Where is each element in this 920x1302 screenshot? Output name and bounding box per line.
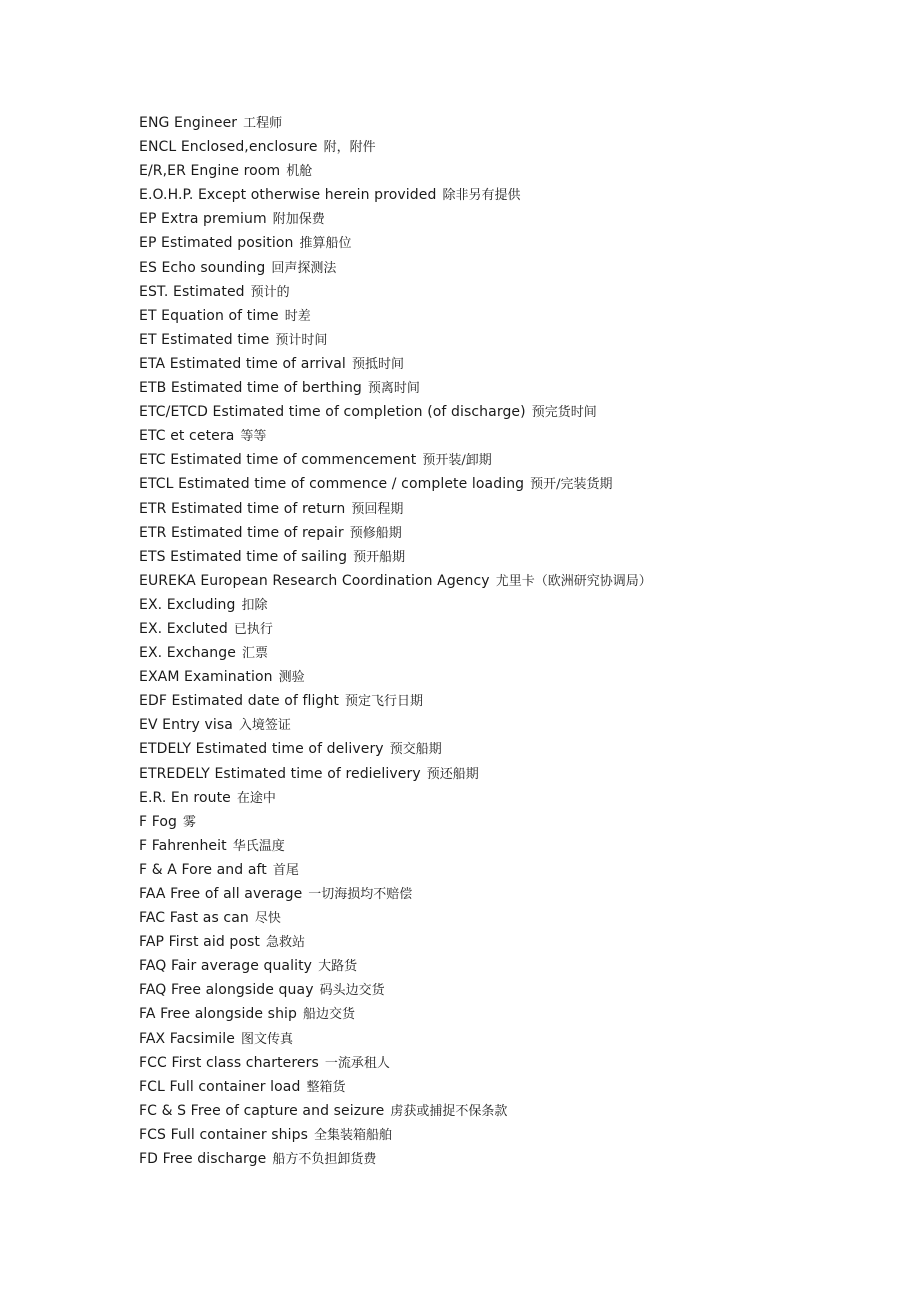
abbreviation-english: EX. Exchange <box>139 645 236 662</box>
list-item <box>139 641 652 665</box>
abbreviation-chinese: 工程师 <box>243 116 283 131</box>
list-item <box>139 521 652 545</box>
abbreviation-chinese: 虏获或捕捉不保条款 <box>390 1103 508 1119</box>
list-item <box>139 1147 652 1171</box>
abbreviation-chinese: 预开装/卸期 <box>422 453 492 469</box>
abbreviation-chinese: 预抵时间 <box>351 356 404 372</box>
list-item <box>139 159 652 183</box>
abbreviation-chinese: 预计的 <box>250 284 290 300</box>
abbreviation-english: FA Free alongside ship <box>139 1006 298 1023</box>
abbreviation-english: EP Extra premium <box>139 211 267 228</box>
abbreviation-english: ETR Estimated time of repair <box>139 524 344 541</box>
abbreviation-english: EXAM Examination <box>139 669 273 686</box>
list-item <box>139 400 652 424</box>
abbreviation-chinese: 预交船期 <box>389 742 442 758</box>
abbreviation-english: EV Entry visa <box>139 717 233 734</box>
abbreviation-english: ETC Estimated time of commencement <box>139 452 417 469</box>
list-item <box>139 1075 652 1099</box>
abbreviation-english: EDF Estimated date of flight <box>139 693 340 710</box>
abbreviation-english: EST. Estimated <box>139 283 245 300</box>
abbreviation-english: E.O.H.P. Except otherwise herein provided <box>139 187 437 204</box>
abbreviation-chinese: 机舱 <box>286 164 313 180</box>
abbreviation-chinese: 时差 <box>284 308 311 324</box>
abbreviation-english: ES Echo sounding <box>139 259 266 276</box>
abbreviation-list <box>139 111 652 1171</box>
abbreviation-chinese: 雾 <box>183 814 197 830</box>
abbreviation-chinese: 回声探测法 <box>271 260 337 276</box>
abbreviation-english: F & A Fore and aft <box>139 861 267 878</box>
list-item <box>139 713 652 737</box>
abbreviation-chinese: 一切海损均不赔偿 <box>308 887 413 902</box>
abbreviation-english: ETDELY Estimated time of delivery <box>139 741 384 758</box>
list-item <box>139 448 652 472</box>
abbreviation-chinese: 预离时间 <box>367 381 420 397</box>
list-item <box>139 304 652 328</box>
abbreviation-english: F Fog <box>139 813 178 830</box>
abbreviation-chinese: 在途中 <box>236 790 276 806</box>
abbreviation-chinese: 码头边交货 <box>319 983 385 999</box>
abbreviation-english: FAC Fast as can <box>139 910 249 927</box>
abbreviation-english: ENCL Enclosed,enclosure <box>139 139 318 156</box>
list-item <box>139 424 652 448</box>
abbreviation-chinese: 等等 <box>240 429 267 445</box>
list-item <box>139 593 652 617</box>
abbreviation-chinese: 预开/完装货期 <box>530 477 613 493</box>
list-item <box>139 1099 652 1123</box>
list-item <box>139 617 652 641</box>
abbreviation-chinese: 预修船期 <box>349 525 402 541</box>
list-item <box>139 834 652 858</box>
abbreviation-chinese: 全集装箱船舶 <box>313 1127 392 1143</box>
list-item <box>139 810 652 834</box>
abbreviation-chinese: 尤里卡（欧洲研究协调局） <box>495 573 652 589</box>
list-item <box>139 882 652 906</box>
abbreviation-english: ETC/ETCD Estimated time of completion (of discharge) <box>139 404 526 421</box>
abbreviation-english: FCS Full container ships <box>139 1126 308 1143</box>
abbreviation-chinese: 大路货 <box>318 959 358 975</box>
abbreviation-chinese: 整箱货 <box>306 1079 346 1095</box>
list-item <box>139 1002 652 1026</box>
abbreviation-chinese: 预定飞行日期 <box>345 694 424 710</box>
list-item <box>139 1123 652 1147</box>
abbreviation-english: FAQ Fair average quality <box>139 958 313 975</box>
list-item <box>139 111 652 135</box>
abbreviation-english: EP Estimated position <box>139 235 294 252</box>
abbreviation-chinese: 预开船期 <box>353 549 406 565</box>
abbreviation-english: ETS Estimated time of sailing <box>139 548 348 565</box>
list-item <box>139 954 652 978</box>
list-item <box>139 328 652 352</box>
list-item <box>139 930 652 954</box>
abbreviation-english: ETREDELY Estimated time of redielivery <box>139 765 421 782</box>
list-item <box>139 376 652 400</box>
list-item <box>139 280 652 304</box>
abbreviation-english: ETA Estimated time of arrival <box>139 355 346 372</box>
list-item <box>139 231 652 255</box>
abbreviation-chinese: 预完货时间 <box>531 405 597 421</box>
abbreviation-english: FC & S Free of capture and seizure <box>139 1102 385 1119</box>
abbreviation-chinese: 扣除 <box>241 597 268 613</box>
abbreviation-chinese: 已执行 <box>233 621 273 637</box>
abbreviation-english: FAX Facsimile <box>139 1030 235 1047</box>
list-item <box>139 497 652 521</box>
abbreviation-english: ETR Estimated time of return <box>139 500 346 517</box>
abbreviation-chinese: 推算船位 <box>299 236 352 252</box>
abbreviation-chinese: 预还船期 <box>426 766 479 782</box>
abbreviation-english: EUREKA European Research Coordination Agency <box>139 572 490 589</box>
list-item <box>139 906 652 930</box>
list-item <box>139 135 652 159</box>
abbreviation-english: ETC et cetera <box>139 428 235 445</box>
abbreviation-english: FAP First aid post <box>139 934 260 951</box>
list-item <box>139 689 652 713</box>
abbreviation-chinese: 入境签证 <box>238 718 291 734</box>
abbreviation-english: E/R,ER Engine room <box>139 163 281 180</box>
list-item <box>139 207 652 231</box>
list-item <box>139 858 652 882</box>
list-item <box>139 737 652 761</box>
list-item <box>139 352 652 376</box>
abbreviation-english: ETB Estimated time of berthing <box>139 380 362 397</box>
list-item <box>139 472 652 496</box>
abbreviation-english: ET Estimated time <box>139 331 270 348</box>
abbreviation-english: FCC First class charterers <box>139 1054 319 1071</box>
list-item <box>139 569 652 593</box>
list-item <box>139 545 652 569</box>
abbreviation-chinese: 一流承租人 <box>324 1055 390 1071</box>
abbreviation-english: EX. Excluding <box>139 596 236 613</box>
abbreviation-chinese: 船边交货 <box>303 1007 356 1023</box>
abbreviation-english: F Fahrenheit <box>139 837 227 854</box>
abbreviation-english: FAQ Free alongside quay <box>139 982 314 999</box>
list-item <box>139 183 652 207</box>
abbreviation-chinese: 附，附件 <box>323 140 376 156</box>
list-item <box>139 786 652 810</box>
abbreviation-chinese: 预计时间 <box>275 332 328 348</box>
abbreviation-english: FD Free discharge <box>139 1151 267 1168</box>
abbreviation-chinese: 图文传真 <box>240 1031 293 1047</box>
list-item <box>139 978 652 1002</box>
abbreviation-english: ENG Engineer <box>139 115 238 131</box>
abbreviation-english: E.R. En route <box>139 789 231 806</box>
abbreviation-chinese: 附加保费 <box>272 212 325 228</box>
abbreviation-english: FAA Free of all average <box>139 886 303 902</box>
list-item <box>139 1051 652 1075</box>
abbreviation-chinese: 汇票 <box>241 646 268 662</box>
list-item <box>139 665 652 689</box>
abbreviation-chinese: 测验 <box>278 670 305 686</box>
abbreviation-chinese: 急救站 <box>266 935 306 951</box>
abbreviation-chinese: 华氏温度 <box>232 838 285 854</box>
abbreviation-chinese: 除非另有提供 <box>442 188 521 204</box>
abbreviation-chinese: 船方不负担卸货费 <box>272 1152 377 1168</box>
abbreviation-english: FCL Full container load <box>139 1078 301 1095</box>
abbreviation-chinese: 首尾 <box>272 862 299 878</box>
list-item <box>139 256 652 280</box>
list-item <box>139 762 652 786</box>
abbreviation-english: ET Equation of time <box>139 307 279 324</box>
abbreviation-english: EX. Excluted <box>139 620 228 637</box>
abbreviation-chinese: 尽快 <box>254 911 281 927</box>
abbreviation-english: ETCL Estimated time of commence / complete loading <box>139 476 525 493</box>
list-item <box>139 1027 652 1051</box>
abbreviation-chinese: 预回程期 <box>351 501 404 517</box>
